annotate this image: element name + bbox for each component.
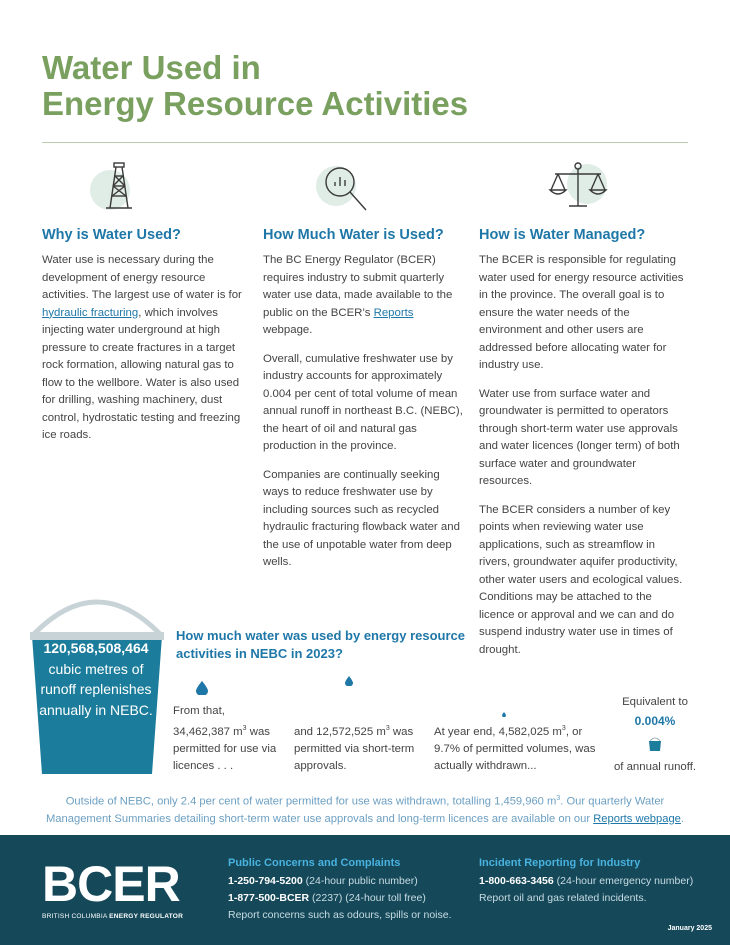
public-concerns-heading: Public Concerns and Complaints bbox=[228, 857, 401, 869]
incident-heading: Incident Reporting for Industry bbox=[479, 857, 641, 869]
footnote bbox=[40, 790, 690, 828]
why-body bbox=[42, 252, 242, 445]
stat-withdrawn-sup: 3 bbox=[561, 725, 566, 732]
logo-sub-pre: BRITISH COLUMBIA bbox=[42, 913, 110, 920]
stat-licences bbox=[173, 703, 278, 775]
how-managed-body bbox=[479, 252, 687, 659]
drop-icon-large bbox=[196, 681, 208, 700]
oil-derrick-icon bbox=[88, 158, 154, 218]
incident-phone[interactable] bbox=[479, 873, 719, 890]
stat-licences-pre: From that, 34,462,387 m bbox=[173, 705, 243, 738]
hydraulic-fracturing-link[interactable]: hydraulic fracturing bbox=[42, 306, 139, 319]
stat-withdrawn-pre: At year end, 4,582,025 m bbox=[434, 725, 562, 738]
title-divider bbox=[42, 142, 688, 143]
stat-withdrawn-post: , or 9.7% of permitted volumes, was actually withdrawn... bbox=[434, 725, 596, 772]
how-much-text-start: The BC Energy Regulator (BCER) requires industry to submit quarterly water use data, made available to the public on the BCER’s bbox=[263, 254, 453, 319]
public-phone-2-number[interactable]: 1-877-500-BCER bbox=[228, 892, 310, 904]
reports-link[interactable]: Reports bbox=[373, 306, 414, 319]
public-phone-1[interactable] bbox=[228, 873, 468, 890]
stat-approvals-pre: and 12,572,525 m bbox=[294, 725, 386, 738]
stat-withdrawn bbox=[434, 720, 609, 775]
column-why bbox=[42, 227, 242, 456]
how-managed-paragraph-1: The BCER is responsible for regulating water used for energy resource activities in the province. The overall goal is to ensure the water needs of the environment and other users are addressed before allocating water for industry use. bbox=[479, 254, 684, 371]
public-concerns-block bbox=[228, 857, 468, 924]
page-title bbox=[42, 50, 468, 122]
usage-question: How much water was used by energy resource activities in NEBC in 2023? bbox=[176, 628, 465, 661]
public-phone-1-number[interactable]: 1-250-794-5200 bbox=[228, 875, 303, 887]
incident-text: Report oil and gas related incidents. bbox=[479, 892, 647, 904]
magnifying-chart-icon bbox=[306, 160, 372, 220]
title-line-1: Water Used in bbox=[42, 49, 261, 86]
stat-licences-post: was permitted for use via licences . . . bbox=[173, 725, 277, 772]
public-concerns-text: Report concerns such as odours, spills or noise. bbox=[228, 909, 452, 921]
how-much-body bbox=[263, 252, 463, 572]
incident-phone-note: (24-hour emergency number) bbox=[553, 875, 694, 887]
footnote-pre: Outside of NEBC, only 2.4 per cent of water permitted for use was withdrawn, totalling 1,459,960 m bbox=[65, 795, 557, 808]
bcer-logo-subtitle bbox=[42, 913, 183, 920]
how-much-heading: How Much Water is Used? bbox=[263, 227, 444, 243]
bucket-text bbox=[36, 638, 156, 720]
why-heading: Why is Water Used? bbox=[42, 227, 181, 243]
public-phone-1-note: (24-hour public number) bbox=[302, 875, 418, 887]
footnote-sup: 3 bbox=[556, 795, 561, 802]
why-paragraph bbox=[42, 252, 242, 445]
runoff-number: 120,568,508,464 bbox=[43, 640, 149, 656]
how-managed-paragraph-3: The BCER considers a number of key points when reviewing water use applications, such as streamflow in rivers, groundwater aquifer productivity, other water users and ecological values. Conditions may be attached to the licence or approval and we can and do suspend industry water use in times of drought. bbox=[479, 503, 683, 656]
how-much-paragraph-3: Companies are continually seeking ways to reduce freshwater use by including sources such as recycled hydraulic fracturing flowback water and the use of unpotable water from deep wells. bbox=[263, 468, 460, 568]
how-managed-heading: How is Water Managed? bbox=[479, 227, 646, 243]
logo-sub-bold: ENERGY REGULATOR bbox=[109, 913, 184, 920]
bcer-logo: BCER bbox=[42, 856, 180, 912]
title-line-2: Energy Resource Activities bbox=[42, 85, 469, 122]
column-how-much bbox=[263, 227, 463, 583]
column-how-managed bbox=[479, 227, 687, 670]
footnote-mid: . Our quarterly Water Management Summaries detailing short-term water use approvals and long-term licences are available on our bbox=[45, 795, 665, 825]
runoff-description: cubic metres of runoff replenishes annually in NEBC. bbox=[39, 660, 153, 718]
incident-phone-number[interactable]: 1-800-663-3456 bbox=[479, 875, 554, 887]
how-much-paragraph-2: Overall, cumulative freshwater use by industry accounts for approximately 0.004 per cent of total volume of mean annual runoff in northeast B.C. (NEBC), the heart of oil and natural gas production in the province. bbox=[263, 352, 463, 452]
equivalent-value: 0.004% bbox=[634, 714, 676, 728]
stat-approvals bbox=[294, 720, 419, 775]
public-phone-2-note: (2237) (24-hour toll free) bbox=[309, 892, 426, 904]
why-text-end: , which involves injecting water underground at high pressure to create fractures in a target rock formation, allowing natural gas to flow to the wellbore. Water is also used for drilling, washing machinery, dust control, hydrostatic testing and freezing ice roads. bbox=[42, 306, 241, 441]
equivalent-suffix: of annual runoff. bbox=[613, 761, 697, 773]
public-phone-2[interactable] bbox=[228, 890, 468, 907]
why-text-start: Water use is necessary during the development of energy resource activities. The largest use of water is for bbox=[42, 254, 242, 301]
how-much-text-end: webpage. bbox=[263, 324, 313, 336]
scales-icon bbox=[545, 158, 611, 218]
footnote-end: . bbox=[680, 812, 685, 825]
publication-date: January 2025 bbox=[667, 925, 712, 932]
stat-approvals-sup: 3 bbox=[385, 725, 390, 732]
equivalent-label: Equivalent to bbox=[622, 696, 688, 708]
stat-licences-sup: 3 bbox=[242, 725, 247, 732]
drop-icon-medium bbox=[345, 673, 353, 691]
incident-reporting-block bbox=[479, 857, 719, 907]
stat-approvals-post: was permitted via short-term approvals. bbox=[294, 725, 415, 772]
small-bucket-icon bbox=[607, 736, 703, 758]
how-much-paragraph-1 bbox=[263, 252, 463, 340]
how-managed-paragraph-2: Water use from surface water and groundwater is permitted to operators through short-term water use approvals and water licences (longer term) of both surface water and groundwater resources. bbox=[479, 387, 680, 487]
equivalent-block bbox=[607, 694, 703, 776]
reports-webpage-link[interactable]: Reports webpage bbox=[593, 812, 681, 825]
